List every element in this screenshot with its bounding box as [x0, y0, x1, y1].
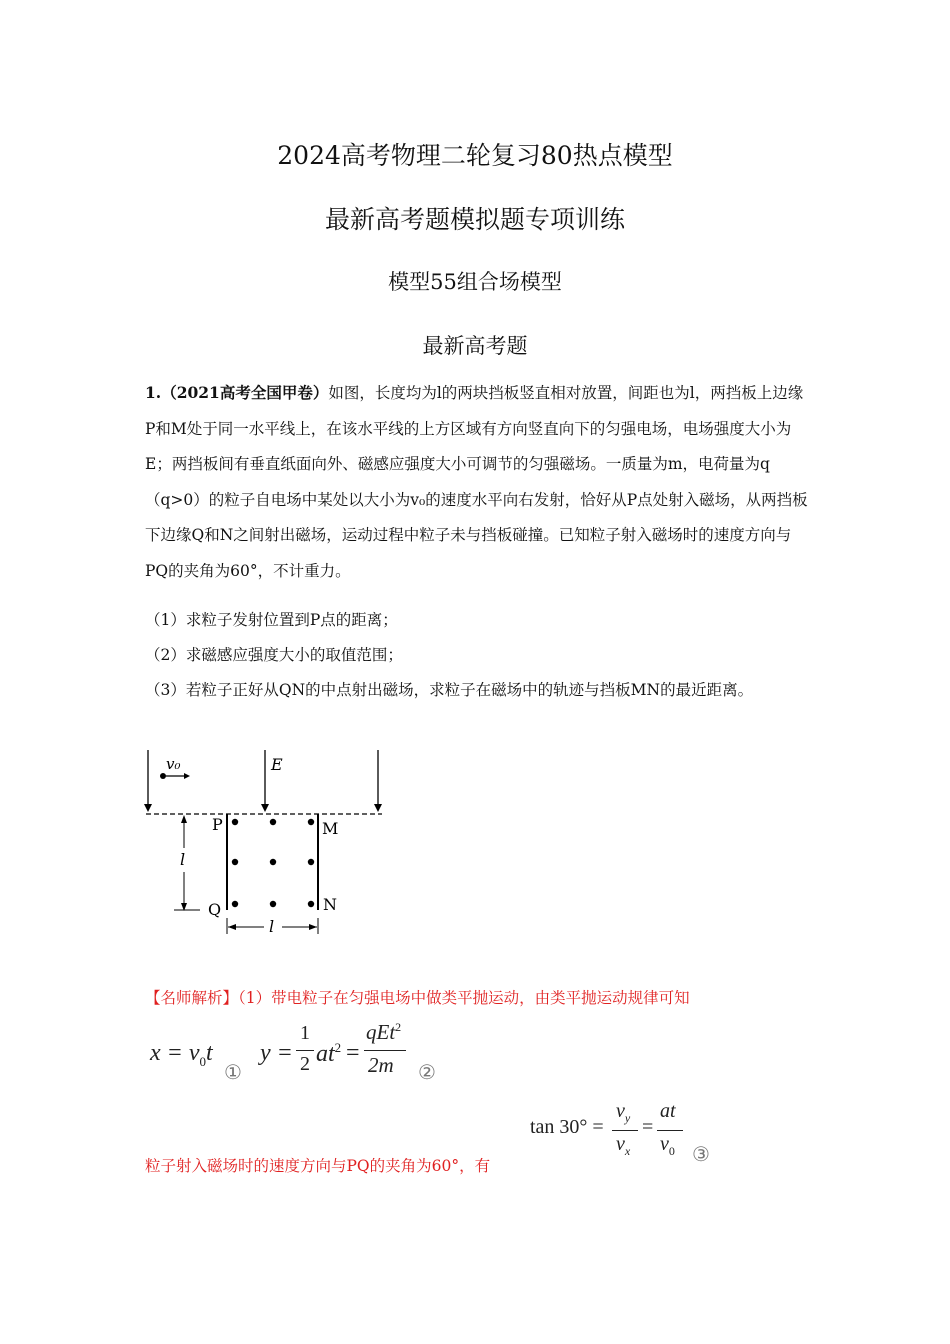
analysis-line-2: 粒子射入磁场时的速度方向与PQ的夹角为60°，有 — [145, 1157, 491, 1175]
eq2-at: at — [316, 1041, 335, 1067]
title-line-2: 最新高考题模拟题专项训练 — [324, 205, 625, 234]
eq3-frac1-num: v — [616, 1100, 625, 1122]
dimension-vertical-arrow-top — [181, 815, 187, 823]
label-E: E — [271, 755, 283, 774]
dimension-horizontal-arrow-left — [228, 924, 236, 930]
title-line-1: 2024高考物理二轮复习80热点模型 — [277, 141, 673, 170]
eq3-equals: = — [642, 1116, 654, 1138]
eq3-frac2-den: v — [660, 1133, 669, 1155]
title-line-4: 最新高考题 — [422, 334, 528, 358]
problem-statement — [145, 375, 810, 589]
particle-dot — [160, 773, 166, 779]
field-dot — [270, 859, 276, 865]
question-3: （3）若粒子正好从QN的中点射出磁场，求粒子在磁场中的轨迹与挡板MN的最近距离。 — [145, 681, 754, 699]
problem-text: 如图，长度均为l的两块挡板竖直相对放置，间距也为l，两挡板上边缘P和M处于同一水平线上，在该水平线的上方区域有方向竖直向下的匀强电场，电场强度大小为E；两挡板间有垂直纸面向外、磁感应强度大小可调节的匀强磁场。一质量为m，电荷量为q（q>0）的粒子自电场中某处以大小为v₀的速度水平向右发射，恰好从P点处射入磁场，从两挡板下边缘Q和N之间射出磁场，运动过程中粒子未与挡板碰撞。已知粒子射入磁场时的速度方向与PQ的夹角为60°，不计重力。 — [145, 384, 808, 580]
eq2-mid — [316, 1040, 341, 1068]
label-P: P — [212, 815, 223, 834]
field-dot — [270, 901, 276, 907]
label-l-vertical: l — [180, 850, 186, 869]
eq2-lhs: y = — [260, 1040, 293, 1066]
eq3-frac1-num-sub: y — [624, 1111, 631, 1125]
analysis-text: （1）带电粒子在匀强电场中做类平抛运动，由类平抛运动规律可知 — [238, 989, 690, 1007]
eq3-frac2-num: at — [660, 1100, 676, 1122]
analysis-intro — [145, 986, 690, 1008]
field-dot — [308, 819, 314, 825]
eq3-frac1-den-wrap — [616, 1133, 630, 1159]
eq2-frac1-den: 2 — [300, 1053, 310, 1075]
magnetic-field-dots — [232, 819, 314, 907]
field-dot — [308, 859, 314, 865]
eq3-frac2-bar — [657, 1130, 683, 1131]
eq1-sub: 0 — [199, 1053, 206, 1069]
eq2-frac2-sup: 2 — [395, 1020, 402, 1034]
question-1: （1）求粒子发射位置到P点的距离； — [145, 611, 398, 629]
eq1-lhs: x = v — [150, 1040, 200, 1066]
field-dot — [308, 901, 314, 907]
eq3-number: ③ — [692, 1144, 710, 1166]
eq3-frac2-den-wrap — [660, 1133, 675, 1159]
eq2-frac2-num-wrap — [366, 1020, 401, 1045]
label-N: N — [323, 895, 337, 914]
problem-number: 1. — [145, 383, 162, 402]
analysis-tag: 【名师解析】 — [145, 989, 239, 1007]
label-M: M — [322, 819, 339, 838]
eq2-frac2-bar — [364, 1050, 406, 1051]
eq1-number: ① — [224, 1062, 242, 1084]
eq2-number: ② — [418, 1062, 436, 1084]
field-dot — [270, 819, 276, 825]
question-2: （2）求磁感应强度大小的取值范围； — [145, 646, 403, 664]
field-dot — [232, 819, 238, 825]
eq2-frac1-bar — [296, 1050, 314, 1051]
eq3-frac1-den: v — [616, 1133, 625, 1155]
label-Q: Q — [208, 900, 222, 919]
dimension-horizontal-arrow-right — [309, 924, 317, 930]
label-v0: v₀ — [166, 755, 181, 773]
eq2-frac1-num: 1 — [300, 1022, 310, 1044]
label-l-horizontal: l — [269, 917, 275, 936]
field-dot — [232, 859, 238, 865]
field-arrow-left-head — [144, 804, 152, 812]
eq3-frac1-num-wrap — [616, 1100, 630, 1126]
eq2-sup: 2 — [334, 1040, 342, 1055]
field-arrow-right-head — [374, 804, 382, 812]
field-diagram — [140, 748, 400, 948]
problem-source: （2021高考全国甲卷） — [161, 383, 329, 402]
velocity-arrow-head — [184, 773, 190, 779]
eq1-rhs: t — [206, 1040, 213, 1066]
field-arrow-middle-head — [261, 804, 269, 812]
eq3-frac1-den-sub: x — [624, 1144, 631, 1158]
eq2-equals: = — [346, 1040, 360, 1066]
field-dot — [232, 901, 238, 907]
equation-1 — [150, 1040, 213, 1070]
eq2-frac2-num: qEt — [366, 1020, 396, 1044]
eq3-frac1-bar — [612, 1130, 638, 1131]
title-line-3: 模型55组合场模型 — [388, 270, 562, 294]
eq3-lhs: tan 30° = — [530, 1116, 604, 1138]
eq3-frac2-den-sub: 0 — [668, 1144, 675, 1158]
eq2-frac2-den: 2m — [368, 1053, 394, 1077]
